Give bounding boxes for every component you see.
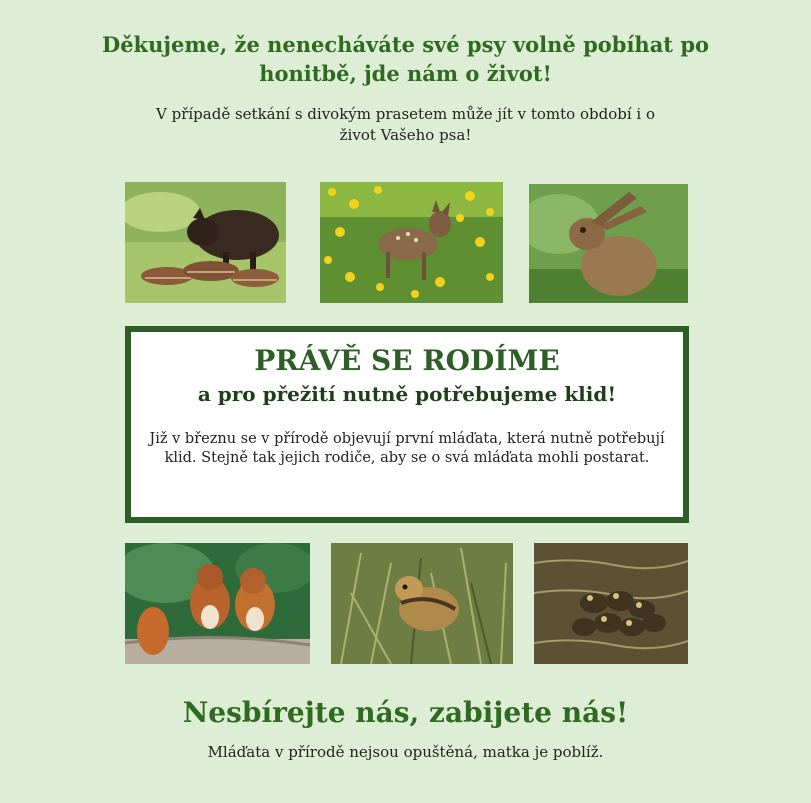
notice-heading: PRÁVĚ SE RODÍME [254,344,560,377]
young-squirrels-photo [125,543,310,664]
fawn-in-dandelions-photo [320,182,503,303]
pheasant-chick-photo [331,543,513,664]
page-title: Děkujeme, že nenecháváte své psy volně pobíhat po honitbě, jde nám o život! [101,32,710,86]
notice-box [125,326,689,523]
wild-boar-with-piglets-photo [125,182,286,303]
page-subtitle: V případě setkání s divokým prasetem může jít v tomto období i o život Vašeho psa! [156,105,655,144]
notice-body: Již v březnu se v přírodě objevují první mláďata, která nutně potřebují klid. Stejně tak jejich rodiče, aby se o svá mláďata mohli postarat. [149,431,665,466]
hare-photo [529,184,688,303]
ducklings-in-water-photo [534,543,688,664]
footer-title: Nesbírejte nás, zabijete nás! [182,696,629,729]
footer-text: Mláďata v přírodě nejsou opuštěná, matka je poblíž. [207,743,604,761]
notice-subheading: a pro přežití nutně potřebujeme klid! [197,382,617,406]
